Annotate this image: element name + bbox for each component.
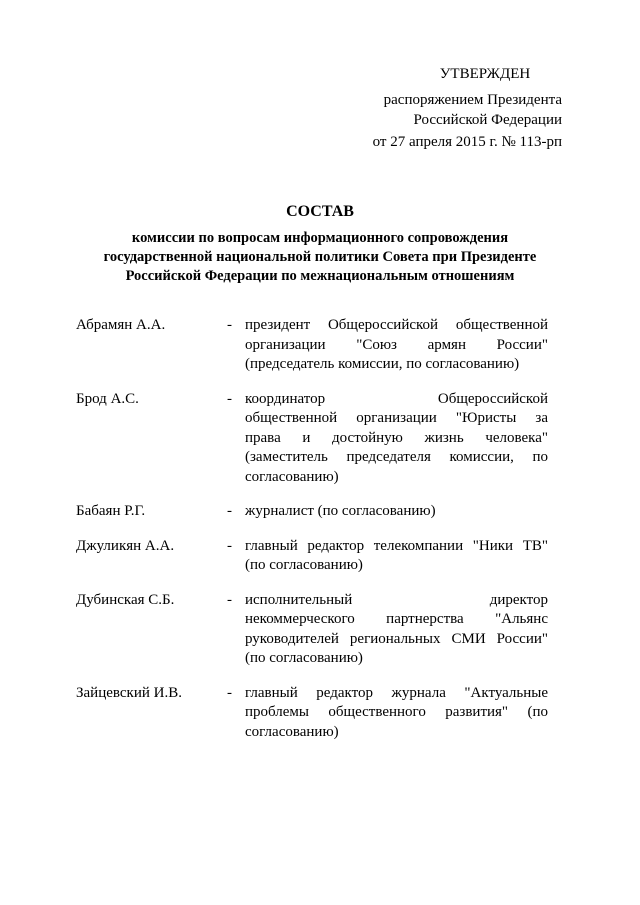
description-line: (председатель комиссии, по согласованию) bbox=[245, 356, 520, 372]
member-name: Брод А.С. bbox=[76, 390, 139, 407]
description-line: общественной организации "Юристы за bbox=[245, 410, 548, 426]
description-line: журналист (по согласованию) bbox=[245, 503, 436, 519]
member-entry bbox=[0, 537, 640, 576]
description-line: исполнительный директор bbox=[245, 591, 548, 608]
member-name: Джуликян А.А. bbox=[76, 537, 175, 554]
subtitle-line-2: государственной национальной политики Совета при Президенте bbox=[103, 249, 537, 265]
document-title: СОСТАВ bbox=[286, 203, 354, 220]
member-entry bbox=[0, 502, 640, 522]
description-line: проблемы общественного развития" (по bbox=[245, 704, 548, 720]
member-description bbox=[245, 502, 548, 522]
description-line: главный редактор журнала "Актуальные bbox=[245, 684, 548, 701]
member-entry bbox=[0, 591, 640, 669]
member-dash: - bbox=[227, 684, 232, 701]
description-line: права и достойную жизнь человека" bbox=[245, 429, 548, 446]
member-description bbox=[245, 684, 548, 743]
member-name: Зайцевский И.В. bbox=[76, 684, 182, 701]
description-line: организации "Союз армян России" bbox=[245, 336, 548, 353]
member-description bbox=[245, 537, 548, 576]
member-dash: - bbox=[227, 537, 232, 554]
member-entry bbox=[0, 390, 640, 488]
subtitle-line-3: Российской Федерации по межнациональным отношениям bbox=[125, 268, 515, 284]
member-dash: - bbox=[227, 503, 232, 519]
subtitle-line-1: комиссии по вопросам информационного сопровождения bbox=[131, 230, 509, 246]
member-description bbox=[245, 591, 548, 669]
description-line: (по согласованию) bbox=[245, 557, 363, 573]
description-line: президент Общероссийской общественной bbox=[245, 317, 548, 333]
member-name: Абрамян А.А. bbox=[76, 317, 166, 333]
member-description bbox=[245, 390, 548, 488]
member-entry bbox=[0, 684, 640, 743]
member-dash: - bbox=[227, 317, 232, 333]
description-line: главный редактор телекомпании "Ники ТВ" bbox=[245, 537, 548, 554]
description-line: руководителей региональных СМИ России" bbox=[245, 630, 548, 647]
description-line: (по согласованию) bbox=[245, 650, 363, 666]
description-line: согласованию) bbox=[245, 723, 339, 740]
decree-line-1: распоряжением Президента bbox=[383, 92, 562, 108]
members-list bbox=[0, 316, 640, 742]
member-description bbox=[245, 316, 548, 375]
member-dash: - bbox=[227, 390, 232, 407]
decree-line-2: Российской Федерации bbox=[413, 112, 562, 128]
member-dash: - bbox=[227, 591, 232, 608]
description-line: согласованию) bbox=[245, 468, 339, 485]
document-subtitle bbox=[60, 229, 580, 286]
description-line: координатор Общероссийской bbox=[245, 390, 548, 407]
decree-line-3: от 27 апреля 2015 г. № 113-рп bbox=[372, 134, 562, 150]
description-line: некоммерческого партнерства "Альянс bbox=[245, 611, 548, 627]
member-name: Бабаян Р.Г. bbox=[76, 503, 146, 519]
approved-stamp-text: УТВЕРЖДЕН bbox=[439, 66, 531, 82]
description-line: (заместитель председателя комиссии, по bbox=[245, 449, 548, 465]
member-entry bbox=[0, 316, 640, 375]
member-name: Дубинская С.Б. bbox=[76, 591, 175, 608]
